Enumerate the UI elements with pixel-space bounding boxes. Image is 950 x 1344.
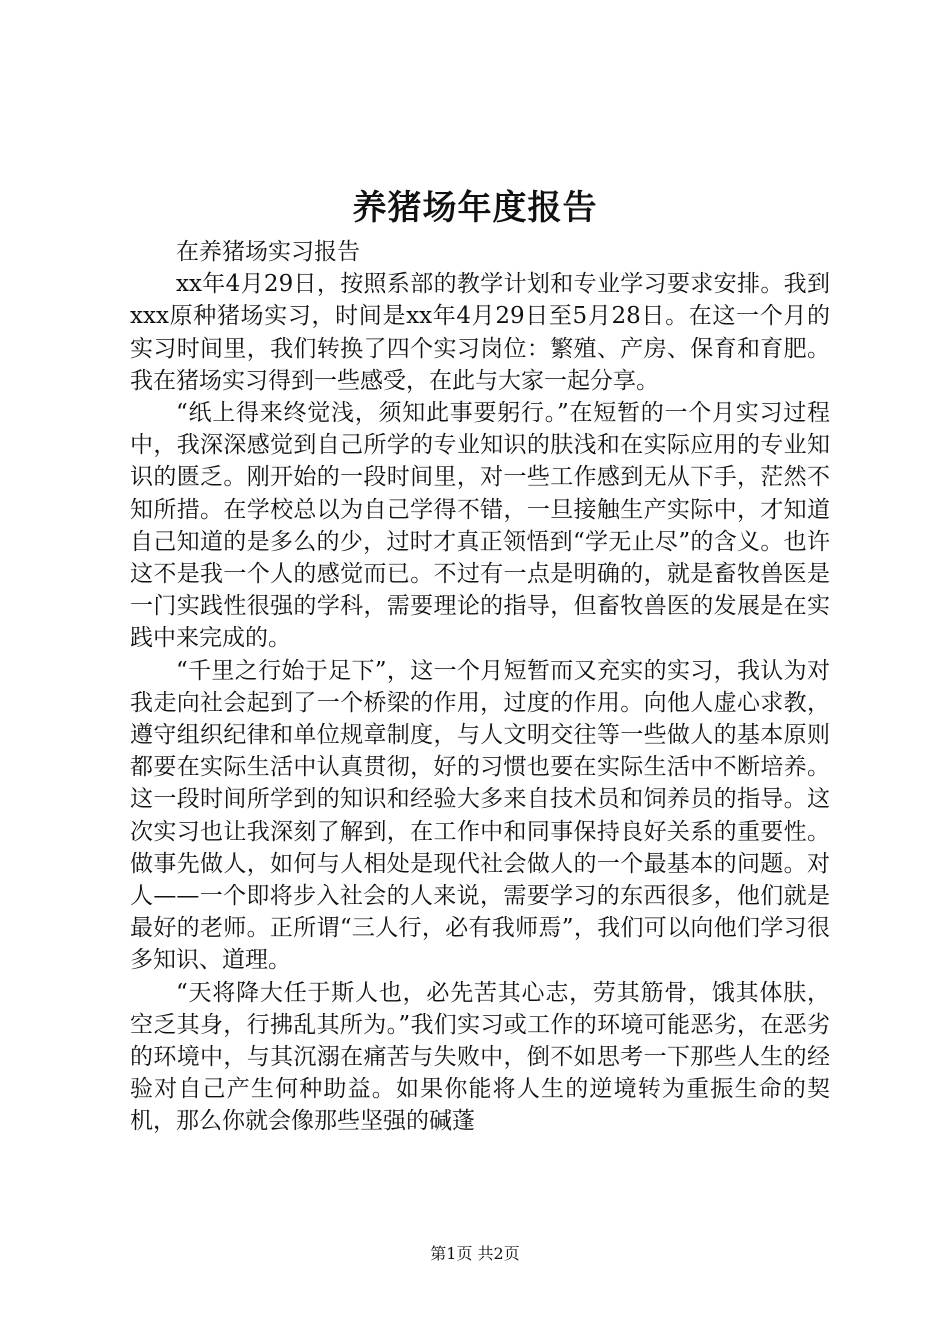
paragraph-3: “千里之行始于足下”，这一个月短暂而又充实的实习，我认为对我走向社会起到了一个桥梁的作用，过度的作用。向他人虚心求教，遵守组织纪律和单位规章制度，与人文明交往等一些做人的基本原则都要在实际生活中认真贯彻，好的习惯也要在实际生活中不断培养。这一段时间所学到的知识和经验大多来自技术员和饲养员的指导。这次实习也让我深刻了解到，在工作中和同事保持良好关系的重要性。做事先做人，如何与人相处是现代社会做人的一个最基本的问题。对人——一个即将步入社会的人来说，需要学习的东西很多，他们就是最好的老师。正所谓“三人行，必有我师焉”，我们可以向他们学习很多知识、道理。 bbox=[130, 657, 830, 974]
paragraph-subtitle: 在养猪场实习报告 bbox=[176, 239, 360, 265]
page-footer: 第1页 共2页 bbox=[430, 1244, 520, 1263]
document-body bbox=[130, 236, 830, 1138]
document-title: 养猪场年度报告 bbox=[352, 188, 598, 228]
paragraph-2: “纸上得来终觉浅，须知此事要躬行。”在短暂的一个月实习过程中，我深深感觉到自己所学的专业知识的肤浅和在实际应用的专业知识的匮乏。刚开始的一段时间里，对一些工作感到无从下手，茫然不知所措。在学校总以为自己学得不错，一旦接触生产实际中，才知道自己知道的是多么的少，过时才真正领悟到“学无止尽”的含义。也许这不是我一个人的感觉而已。不过有一点是明确的，就是畜牧兽医是一门实践性很强的学科，需要理论的指导，但畜牧兽医的发展是在实践中来完成的。 bbox=[130, 400, 830, 652]
paragraph-4: “天将降大任于斯人也，必先苦其心志，劳其筋骨，饿其体肤，空乏其身，行拂乱其所为。”我们实习或工作的环境可能恶劣，在恶劣的环境中，与其沉溺在痛苦与失败中，倒不如思考一下那些人生的经验对自己产生何种助益。如果你能将人生的逆境转为重振生命的契机，那么你就会像那些坚强的碱蓬 bbox=[130, 979, 830, 1135]
paragraph-1: xx年4月29日，按照系部的教学计划和专业学习要求安排。我到xxx原种猪场实习，时间是xx年4月29日至5月28日。在这一个月的实习时间里，我们转换了四个实习岗位：繁殖、产房、保育和育肥。我在猪场实习得到一些感受，在此与大家一起分享。 bbox=[130, 271, 830, 394]
